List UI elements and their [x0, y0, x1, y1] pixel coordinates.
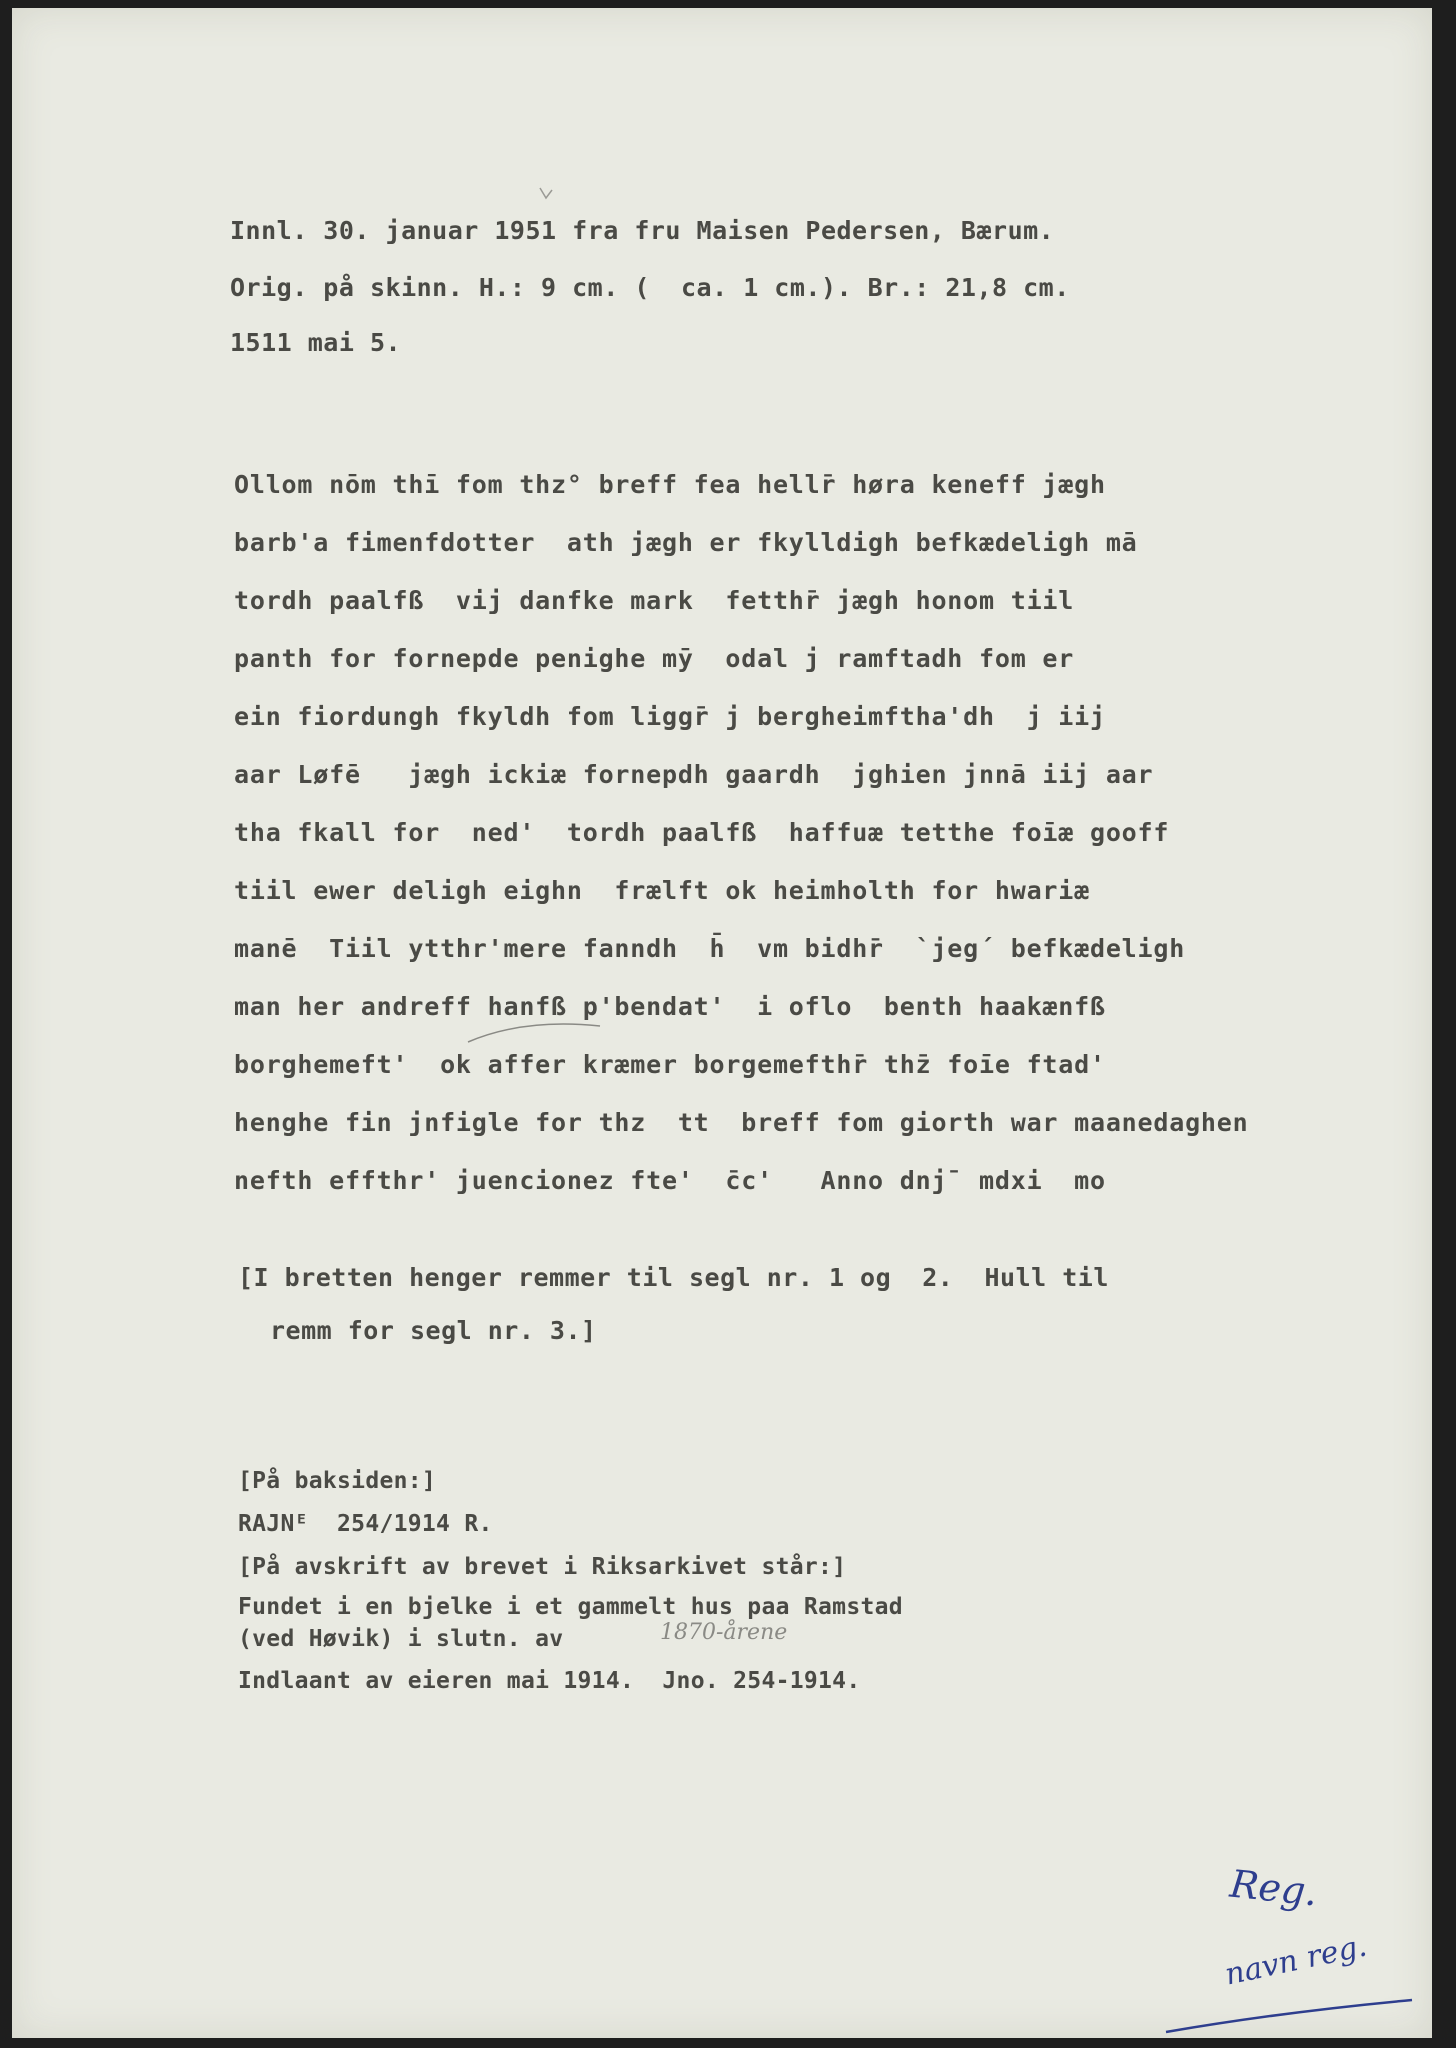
document-page: [12, 8, 1432, 2038]
pencil-annotation-year: 1870-årene: [660, 1620, 788, 1645]
reverse-location-note: (ved Høvik) i slutn. av: [238, 1626, 564, 1652]
transcription-line: manē Tiil ytthr'mere fanndh h̄ vm bidhr̄ `jeg´ befkædeligh: [234, 934, 1186, 963]
transcription-line: tiil ewer deligh eighn frælft ok heimholth for hwariæ: [234, 876, 1090, 905]
transcription-line: nefth effthr' juencionez fte' c̄c' Anno dnj̄ mdxi mo: [234, 1166, 1106, 1195]
transcription-line: borghemeft' ok affer kræmer borgemefthr̄ thz̄ foīe ftad': [234, 1050, 1106, 1079]
reverse-heading: [På baksiden:]: [238, 1468, 437, 1494]
reverse-found-note: Fundet i en bjelke i et gammelt hus paa Ramstad: [238, 1594, 903, 1620]
transcription-line: henghe fin jnfigle for thz tt breff fom giorth war maanedaghen: [234, 1108, 1249, 1137]
reverse-deposit-note: Indlaant av eieren mai 1914. Jno. 254-1914.: [238, 1668, 861, 1694]
seal-note-line: [I bretten henger remmer til segl nr. 1 og 2. Hull til: [238, 1263, 1109, 1292]
transcription-line: barb'a fimenfdotter ath jægh er fkylldigh befkædeligh mā: [234, 528, 1138, 557]
transcription-line: tordh paalfß vij danfke mark fetthr̄ jægh honom tiil: [234, 586, 1075, 615]
header-line-date: 1511 mai 5.: [230, 328, 402, 357]
header-line-dimensions: Orig. på skinn. H.: 9 cm. ( ca. 1 cm.). Br.: 21,8 cm.: [230, 273, 1070, 302]
transcription-line: ein fiordungh fkyldh fom liggr̄ j bergheimftha'dh j iij: [234, 702, 1106, 731]
reverse-journal-number: RAJNᴱ 254/1914 R.: [238, 1511, 493, 1537]
handwritten-reg: Reg.: [1227, 1861, 1320, 1915]
reverse-archive-note: [På avskrift av brevet i Riksarkivet står:]: [238, 1554, 847, 1580]
handwritten-underline: [1162, 1998, 1422, 2038]
transcription-line: panth for fornepde penighe mȳ odal j ramftadh fom er: [234, 644, 1075, 673]
header-line-received: Innl. 30. januar 1951 fra fru Maisen Pedersen, Bærum.: [230, 216, 1055, 245]
transcription-line: aar Løfē jægh ickiæ fornepdh gaardh jghien jnnā iij aar: [234, 760, 1154, 789]
transcription-line: man her andreff hanfß p'bendat' i oflo benth haakænfß: [234, 992, 1106, 1021]
transcription-line: Ollom nōm thī fom thz° breff fea hellr̄ høra keneff jægh: [234, 470, 1106, 499]
transcription-line: tha fkall for ned' tordh paalfß haffuæ tetthe foīæ gooff: [234, 818, 1170, 847]
stray-mark: [536, 184, 556, 204]
seal-note-line: remm for segl nr. 3.]: [270, 1316, 597, 1345]
pencil-arc-mark: [464, 1016, 604, 1046]
handwritten-navn-reg: navn reg.: [1221, 1928, 1370, 1993]
